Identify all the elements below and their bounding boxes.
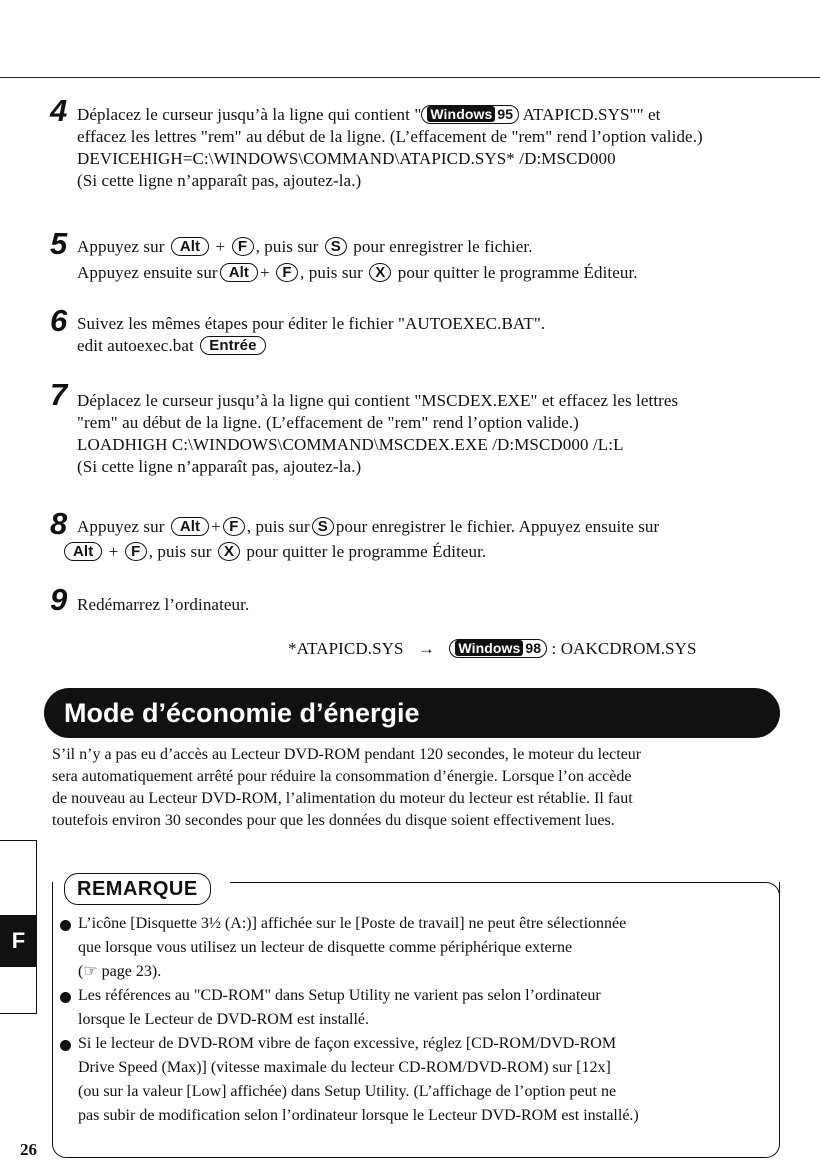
section-title: Mode d’économie d’énergie <box>64 698 420 728</box>
alt-key: Alt <box>171 237 209 256</box>
step-number-4: 4 <box>50 93 68 128</box>
step-7-line-3: LOADHIGH C:\WINDOWS\COMMAND\MSCDEX.EXE /D:MSCD000 /L:L <box>77 435 624 454</box>
step-number-6: 6 <box>50 303 68 338</box>
entree-key: Entrée <box>200 336 265 355</box>
step-number-8: 8 <box>50 506 68 541</box>
side-tab-label: F <box>0 916 37 966</box>
x-key: X <box>369 263 391 282</box>
bullet-icon <box>60 1040 71 1051</box>
step-4-line-1: Déplacez le curseur jusqu’à la ligne qui contient " Windows 95 ATAPICD.SYS"" et <box>77 105 661 124</box>
f-key: F <box>125 542 147 561</box>
step-7-line-2: "rem" au début de la ligne. (L’effacement de "rem" rend l’option valide.) <box>77 413 579 432</box>
note-label: REMARQUE <box>64 873 211 905</box>
paragraph-line: toutefois environ 30 secondes pour que les données du disque soient effectivement lues. <box>52 812 615 829</box>
footnote: *ATAPICD.SYS → Windows 98 : OAKCDROM.SYS <box>288 639 697 658</box>
step-4-line-2: effacez les lettres "rem" au début de la ligne. (L’effacement de "rem" rend l’option valide.) <box>77 127 703 146</box>
step-6-line-2: edit autoexec.bat Entrée <box>77 335 545 357</box>
step-5-line-2: Appuyez ensuite sur Alt + F , puis sur X pour quitter le programme Éditeur. <box>77 263 638 282</box>
step-7-line-1: Déplacez le curseur jusqu’à la ligne qui contient "MSCDEX.EXE" et effacez les lettres <box>77 391 679 410</box>
x-key: X <box>218 542 240 561</box>
paragraph-line: S’il n’y a pas eu d’accès au Lecteur DVD-ROM pendant 120 secondes, le moteur du lecteur <box>52 746 642 763</box>
paragraph-line: sera automatiquement arrêté pour réduire la consommation d’énergie. Lorsque l’on accède <box>52 768 632 785</box>
note-item-1: L’icône [Disquette 3½ (A:)] affichée sur le [Poste de travail] ne peut être sélectionnée que lorsque vous utilisez un lecteur de disquette comme périphérique externe (☞ page 23). <box>78 915 627 980</box>
step-8-line-2: Alt + F , puis sur X pour quitter le programme Éditeur. <box>62 541 659 563</box>
step-4-body <box>77 104 703 192</box>
bullet-icon <box>60 992 71 1003</box>
step-9-line-1: Redémarrez l’ordinateur. <box>77 595 250 614</box>
step-number-9: 9 <box>50 582 68 617</box>
step-number-7: 7 <box>50 377 68 412</box>
section-paragraph <box>52 744 641 832</box>
step-5-body <box>77 236 638 284</box>
step-4-line-3: DEVICEHIGH=C:\WINDOWS\COMMAND\ATAPICD.SYS* /D:MSCD000 <box>77 149 616 168</box>
top-rule <box>0 77 820 78</box>
f-key: F <box>276 263 298 282</box>
alt-key: Alt <box>171 517 209 536</box>
step-8-line-1: Appuyez sur Alt + F , puis sur S pour enregistrer le fichier. Appuyez ensuite sur <box>77 517 660 536</box>
step-5-line-1: Appuyez sur Alt + F , puis sur S pour enregistrer le fichier. <box>77 237 533 256</box>
page-number: 26 <box>20 1140 37 1159</box>
step-7-body <box>77 390 678 478</box>
note-item-3: Si le lecteur de DVD-ROM vibre de façon excessive, réglez [CD-ROM/DVD-ROM Drive Speed (Max)] (vitesse maximale du lecteur CD-ROM/DVD-ROM) sur [12x] (ou sur la valeur [Low] affichée) dans Setup Utility. (L’affichage de l’option peut ne pas subir de modification selon l’ordinateur lorsque le Lecteur DVD-ROM est installé.) <box>78 1035 639 1124</box>
arrow-right-icon: → <box>417 639 436 658</box>
windows95-badge: Windows 95 <box>421 105 519 124</box>
step-6-line-1: Suivez les mêmes étapes pour éditer le fichier "AUTOEXEC.BAT". <box>77 314 546 333</box>
f-key: F <box>223 517 245 536</box>
f-key: F <box>232 237 254 256</box>
windows98-badge: Windows 98 <box>449 639 547 658</box>
alt-key: Alt <box>220 263 258 282</box>
note-box-top-border <box>230 882 780 896</box>
note-item-2: Les références au "CD-ROM" dans Setup Utility ne varient pas selon l’ordinateur lorsque le Lecteur de DVD-ROM est installé. <box>78 987 601 1028</box>
step-6-body <box>77 313 545 357</box>
bullet-icon <box>60 920 71 931</box>
step-8-body <box>62 516 659 563</box>
step-number-5: 5 <box>50 226 68 261</box>
s-key: S <box>325 237 347 256</box>
s-key: S <box>312 517 334 536</box>
side-tab-upper <box>0 840 37 916</box>
step-7-line-4: (Si cette ligne n’apparaît pas, ajoutez-la.) <box>77 457 362 476</box>
step-4-line-4: (Si cette ligne n’apparaît pas, ajoutez-la.) <box>77 171 362 190</box>
alt-key: Alt <box>64 542 102 561</box>
paragraph-line: de nouveau au Lecteur DVD-ROM, l’alimentation du moteur du lecteur est rétablie. Il faut <box>52 790 633 807</box>
side-tab-lower <box>0 966 37 1014</box>
